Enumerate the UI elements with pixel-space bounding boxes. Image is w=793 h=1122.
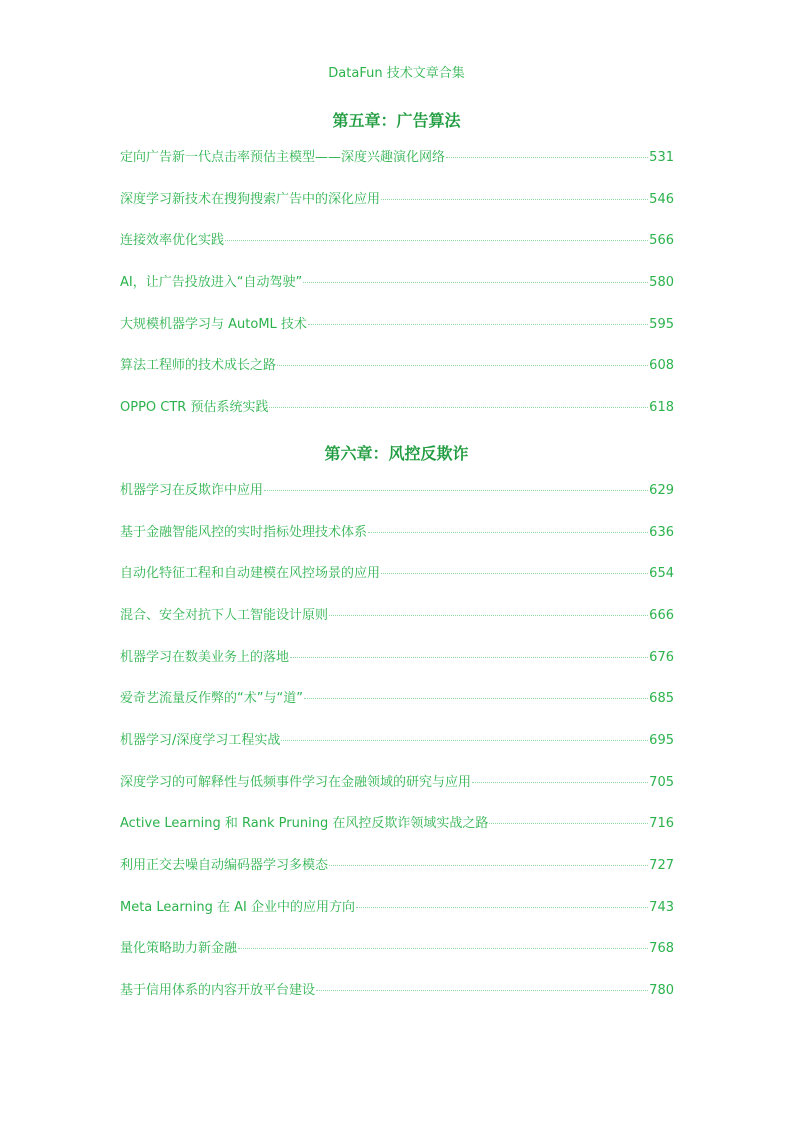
toc-entry-title: 自动化特征工程和自动建模在风控场景的应用 <box>120 566 381 581</box>
toc-entry-title: Active Learning 和 Rank Pruning 在风控反欺诈领域实战之路 <box>120 816 489 831</box>
dot-leader <box>368 532 648 533</box>
chapter-title: 第六章：风控反欺诈 <box>324 444 469 463</box>
toc-entry[interactable] <box>120 523 674 543</box>
dot-leader <box>225 240 648 241</box>
toc-entry-title: 算法工程师的技术成长之路 <box>120 358 277 373</box>
toc-entry-title: 连接效率优化实践 <box>120 233 225 248</box>
toc-entry-page: 566 <box>649 233 674 248</box>
toc-entry-page: 531 <box>649 150 674 165</box>
dot-leader <box>472 782 648 783</box>
toc-entry-title: 深度学习的可解释性与低频事件学习在金融领域的研究与应用 <box>120 775 472 790</box>
toc-entry-page: 676 <box>649 650 674 665</box>
toc-entry-page: 695 <box>649 733 674 748</box>
toc-entry-title: OPPO CTR 预估系统实践 <box>120 400 269 415</box>
toc-entry[interactable] <box>120 564 674 584</box>
dot-leader <box>281 740 648 741</box>
toc-entry-page: 716 <box>649 816 674 831</box>
toc-entry-title: 深度学习新技术在搜狗搜索广告中的深化应用 <box>120 192 381 207</box>
dot-leader <box>238 948 648 949</box>
toc-entry-page: 629 <box>649 483 674 498</box>
toc-entry[interactable] <box>120 398 674 418</box>
toc-entry[interactable] <box>120 481 674 501</box>
toc-entry[interactable] <box>120 814 674 834</box>
toc-entry-page: 768 <box>649 941 674 956</box>
toc-entry[interactable] <box>120 856 674 876</box>
toc-entry-page: 618 <box>649 400 674 415</box>
toc-entry-page: 705 <box>649 775 674 790</box>
toc-entry[interactable] <box>120 648 674 668</box>
toc-entry-title: Meta Learning 在 AI 企业中的应用方向 <box>120 900 355 915</box>
toc-entry[interactable] <box>120 190 674 210</box>
dot-leader <box>277 365 648 366</box>
dot-leader <box>489 823 648 824</box>
dot-leader <box>269 407 648 408</box>
dot-leader <box>329 615 648 616</box>
toc-entry-page: 780 <box>649 983 674 998</box>
toc-entry[interactable] <box>120 939 674 959</box>
toc-entry-page: 685 <box>649 691 674 706</box>
toc-entry[interactable] <box>120 981 674 1001</box>
running-header: DataFun 技术文章合集 <box>328 66 465 81</box>
toc-entry-title: 机器学习/深度学习工程实战 <box>120 733 281 748</box>
toc-entry[interactable] <box>120 898 674 918</box>
toc-entry[interactable] <box>120 356 674 376</box>
toc-entry-title: 利用正交去噪自动编码器学习多模态 <box>120 858 329 873</box>
dot-leader <box>356 907 648 908</box>
toc-entry-title: 机器学习在数美业务上的落地 <box>120 650 290 665</box>
toc-entry-title: 爱奇艺流量反作弊的“术”与“道” <box>120 691 303 706</box>
toc-entry-title: 基于信用体系的内容开放平台建设 <box>120 983 316 998</box>
toc-entry[interactable] <box>120 148 674 168</box>
toc-entry-title: AI，让广告投放进入“自动驾驶” <box>120 275 303 290</box>
toc-entry-page: 580 <box>649 275 674 290</box>
dot-leader <box>304 698 648 699</box>
toc-entry-page: 546 <box>649 192 674 207</box>
toc-entry-page: 654 <box>649 566 674 581</box>
dot-leader <box>308 324 648 325</box>
toc-entry-page: 595 <box>649 317 674 332</box>
chapter-title: 第五章：广告算法 <box>332 111 461 130</box>
dot-leader <box>316 990 648 991</box>
dot-leader <box>290 657 648 658</box>
toc-entry-title: 定向广告新一代点击率预估主模型——深度兴趣演化网络 <box>120 150 446 165</box>
toc-entry-page: 727 <box>649 858 674 873</box>
toc-entry-page: 743 <box>649 900 674 915</box>
toc-entry-title: 量化策略助力新金融 <box>120 941 238 956</box>
toc-entry[interactable] <box>120 773 674 793</box>
toc-entry[interactable] <box>120 689 674 709</box>
toc-entry-page: 636 <box>649 525 674 540</box>
toc-entry-page: 608 <box>649 358 674 373</box>
dot-leader <box>264 490 648 491</box>
toc-entry-title: 混合、安全对抗下人工智能设计原则 <box>120 608 329 623</box>
toc-entry[interactable] <box>120 731 674 751</box>
dot-leader <box>446 157 648 158</box>
dot-leader <box>381 199 648 200</box>
toc-entry-title: 机器学习在反欺诈中应用 <box>120 483 264 498</box>
toc-entry[interactable] <box>120 273 674 293</box>
dot-leader <box>303 282 648 283</box>
toc-entry[interactable] <box>120 231 674 251</box>
toc-entry[interactable] <box>120 315 674 335</box>
toc-entry-page: 666 <box>649 608 674 623</box>
toc-entry-title: 大规模机器学习与 AutoML 技术 <box>120 317 307 332</box>
dot-leader <box>381 573 648 574</box>
toc-entry[interactable] <box>120 606 674 626</box>
dot-leader <box>329 865 648 866</box>
toc-entry-title: 基于金融智能风控的实时指标处理技术体系 <box>120 525 368 540</box>
